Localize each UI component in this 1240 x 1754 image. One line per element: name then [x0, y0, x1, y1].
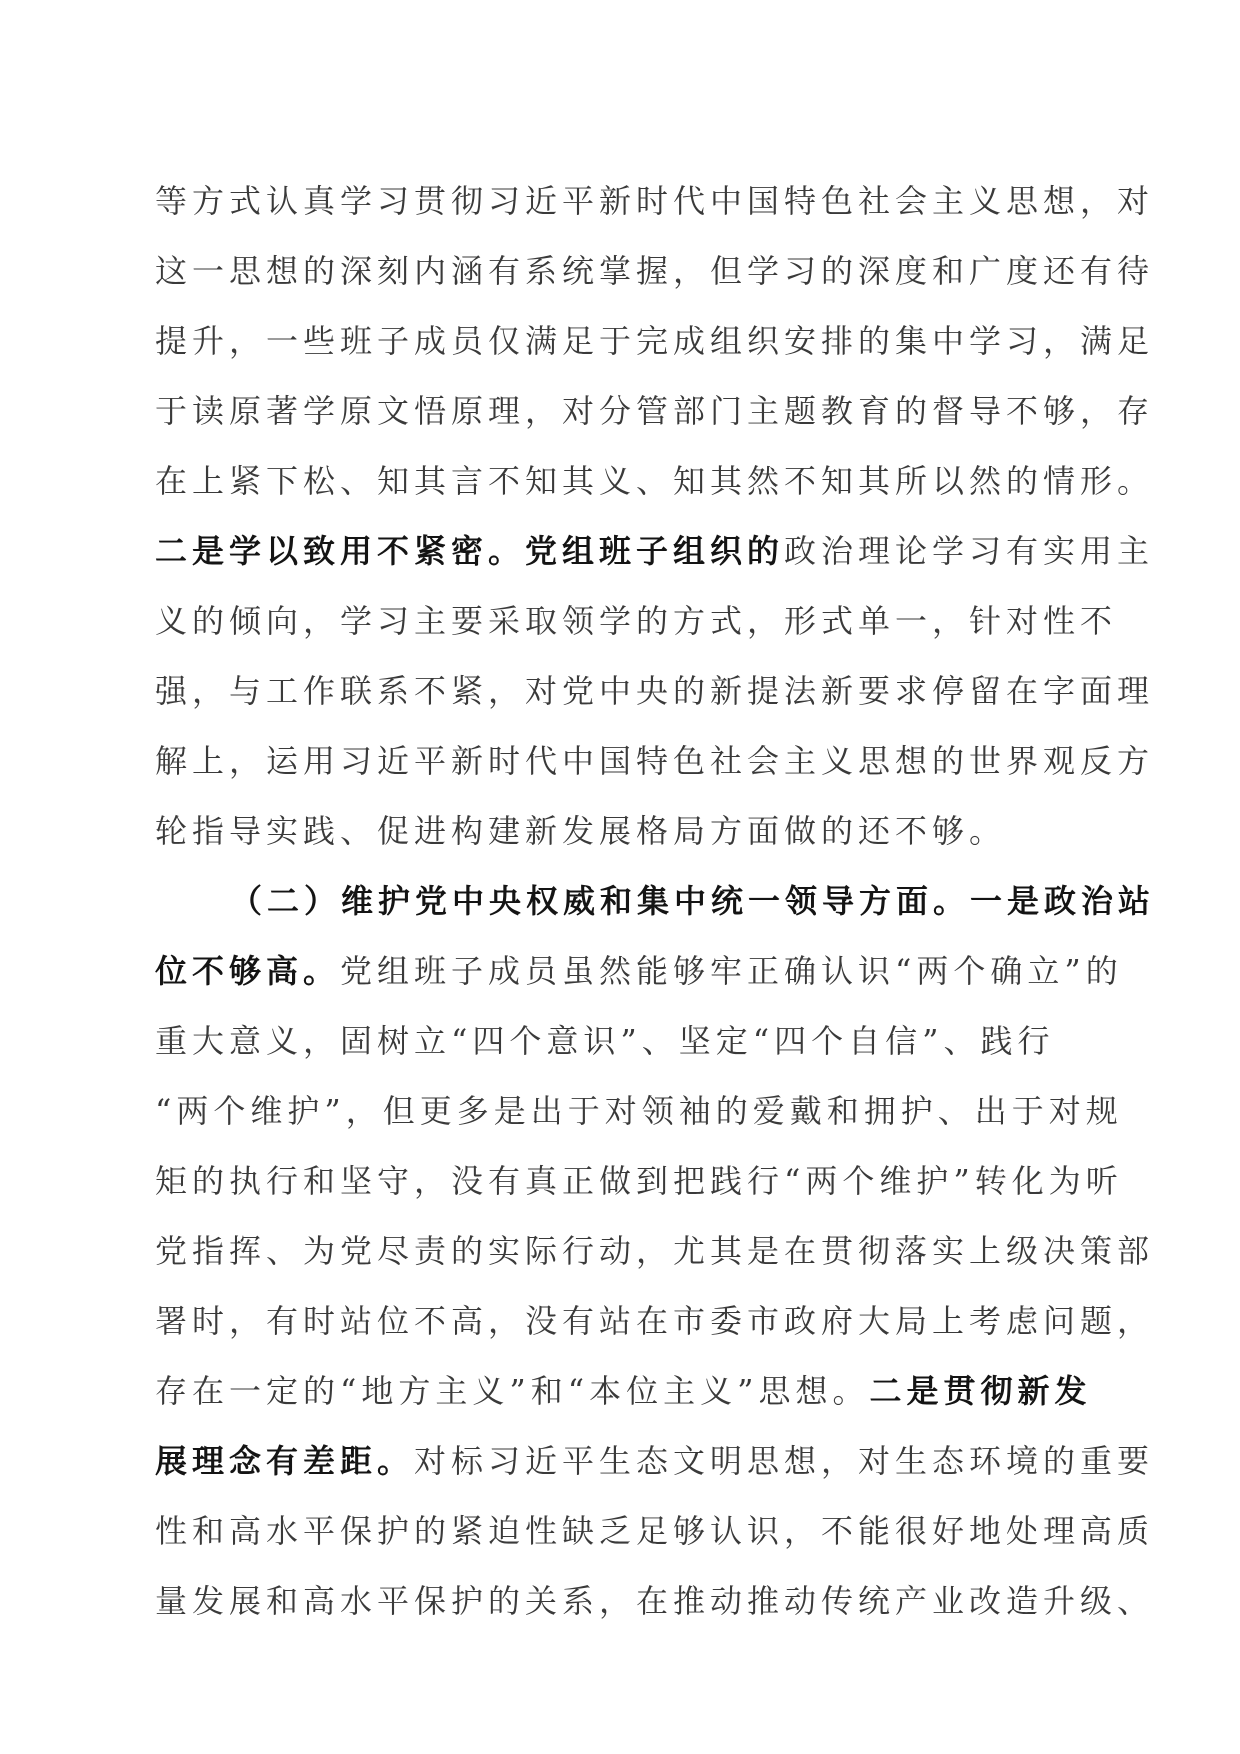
text-line	[155, 1356, 1092, 1426]
text-segment: 在上紧下松、知其言不知其义、知其然不知其所以然的情形。	[155, 462, 1155, 500]
text-segment: 党组班子成员虽然能够牢正确认识“两个确立”的	[340, 952, 1123, 990]
text-line	[155, 236, 1155, 306]
text-line	[155, 516, 1155, 586]
text-segment: 解上，运用习近平新时代中国特色社会主义思想的世界观反方	[155, 742, 1155, 780]
text-line	[155, 586, 1118, 656]
text-line	[155, 1426, 1155, 1496]
text-line	[155, 656, 1155, 726]
text-segment: 提升，一些班子成员仅满足于完成组织安排的集中学习，满足	[155, 322, 1155, 360]
text-line	[155, 166, 1155, 236]
text-line	[155, 376, 1155, 446]
text-segment: 量发展和高水平保护的关系，在推动推动传统产业改造升级、	[155, 1582, 1155, 1620]
text-segment: 这一思想的深刻内涵有系统掌握，但学习的深度和广度还有待	[155, 252, 1155, 290]
text-segment: 党指挥、为党尽责的实际行动，尤其是在贯彻落实上级决策部	[155, 1232, 1155, 1270]
text-line	[155, 1006, 1085, 1076]
text-line	[155, 796, 1085, 866]
text-segment: “两个维护”，但更多是出于对领袖的爱戴和拥护、出于对规	[155, 1092, 1123, 1130]
text-segment: 义的倾向，学习主要采取领学的方式，形式单一，针对性不	[155, 602, 1118, 640]
text-segment: 轮指导实践、促进构建新发展格局方面做的还不够。	[155, 812, 1007, 850]
text-line	[155, 866, 1156, 936]
text-line	[155, 306, 1155, 376]
text-line	[155, 726, 1155, 796]
text-segment: 存在一定的“地方主义”和“本位主义”思想。	[155, 1372, 870, 1410]
body-text	[155, 166, 1156, 1636]
text-segment: 矩的执行和坚守，没有真正做到把践行“两个维护”转化为听	[155, 1162, 1123, 1200]
bold-text-segment: 二是学以致用不紧密。党组班子组织的	[155, 532, 785, 570]
bold-text-segment: 展理念有差距。	[155, 1442, 415, 1480]
text-line	[155, 1286, 1155, 1356]
bold-text-segment: 二是贯彻新发	[869, 1372, 1092, 1410]
text-segment: 强，与工作联系不紧，对党中央的新提法新要求停留在字面理	[155, 672, 1155, 710]
text-line	[155, 1146, 1123, 1216]
text-line	[155, 936, 1123, 1006]
text-segment: 政治理论学习有实用主	[784, 532, 1155, 570]
text-segment: 于读原著学原文悟原理，对分管部门主题教育的督导不够，存	[155, 392, 1155, 430]
text-line	[155, 1076, 1123, 1146]
bold-text-segment: （二）维护党中央权威和集中统一领导方面。一是政治站	[230, 882, 1156, 920]
text-segment: 署时，有时站位不高，没有站在市委市政府大局上考虑问题，	[155, 1302, 1155, 1340]
text-line	[155, 1496, 1155, 1566]
bold-text-segment: 位不够高。	[155, 952, 341, 990]
text-line	[155, 1216, 1155, 1286]
text-segment: 重大意义，固树立“四个意识”、坚定“四个自信”、践行	[155, 1022, 1055, 1060]
text-line	[155, 1566, 1155, 1636]
text-segment: 对标习近平生态文明思想，对生态环境的重要	[414, 1442, 1155, 1480]
text-segment: 等方式认真学习贯彻习近平新时代中国特色社会主义思想，对	[155, 182, 1155, 220]
text-line	[155, 446, 1155, 516]
text-segment: 性和高水平保护的紧迫性缺乏足够认识，不能很好地处理高质	[155, 1512, 1155, 1550]
